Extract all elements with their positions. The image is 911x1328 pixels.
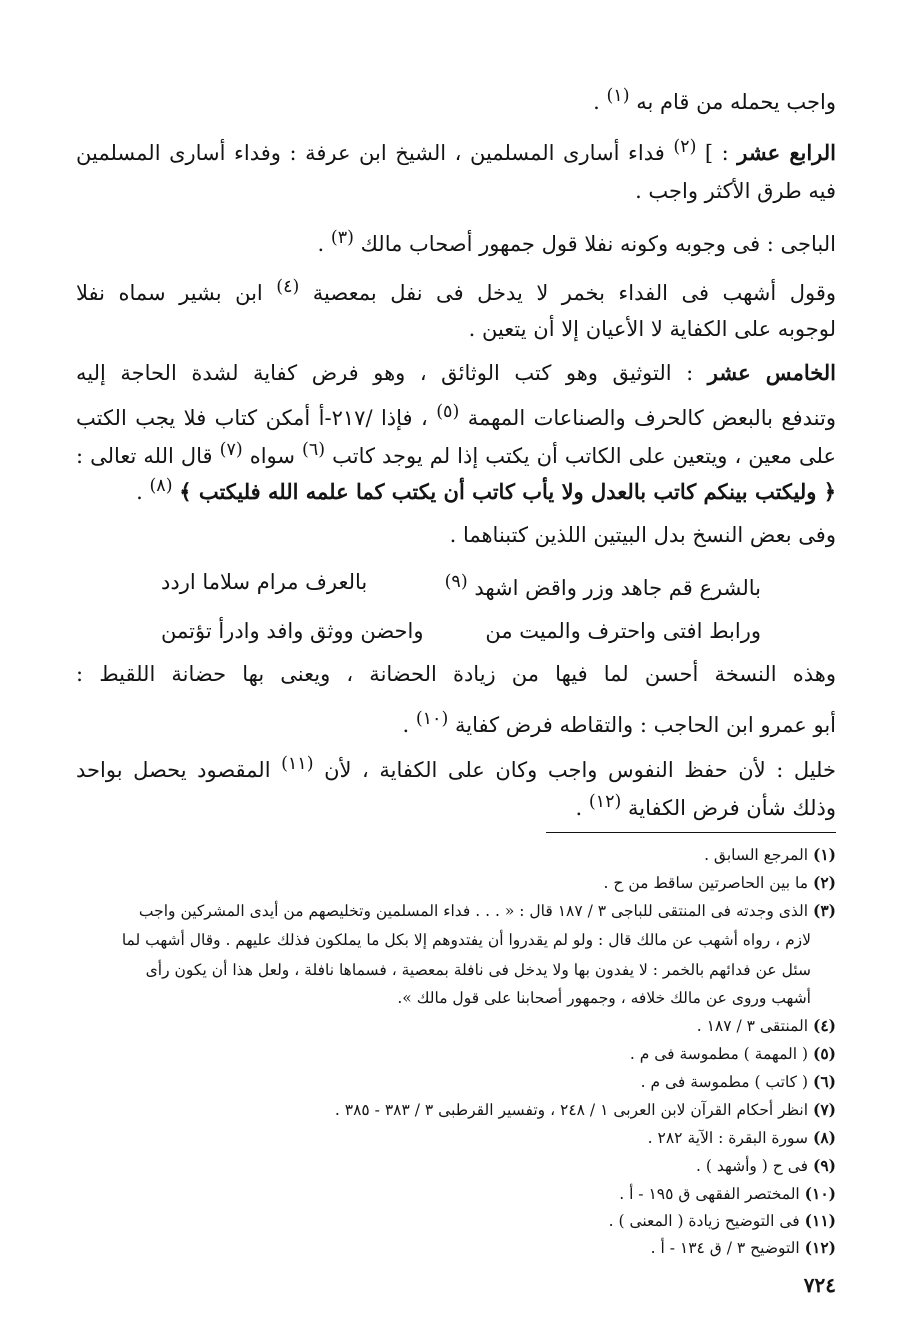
footnote-continuation	[76, 985, 811, 1011]
footnote	[76, 1013, 836, 1039]
page-number: ٧٢٤	[803, 1273, 836, 1297]
body-line: واجب يحمله من قام به $^{(١)}$ .	[593, 86, 836, 114]
footnote-text: انظر أحكام القرآن لابن العربى ١ / ٢٤٨ ، وتفسير القرطبى ٣ / ٣٨٣ - ٣٨٥ .	[334, 1101, 809, 1119]
footnote-text: فى ح ( وأشهد ) .	[695, 1157, 809, 1175]
body-line: وذلك شأن فرض الكفاية $^{(١٢)}$ .	[575, 792, 836, 820]
footnote-text: ما بين الحاصرتين ساقط من ح .	[603, 874, 809, 892]
body-line: وفى بعض النسخ بدل البيتين اللذين كتبناهما .	[449, 523, 836, 547]
footnote-separator	[546, 832, 836, 833]
footnote	[76, 1097, 836, 1123]
footnote	[76, 842, 836, 868]
footnote	[76, 1208, 836, 1234]
footnote	[76, 1181, 836, 1207]
footnote	[76, 1069, 836, 1095]
footnote-text: سورة البقرة : الآية ٢٨٢ .	[647, 1129, 809, 1147]
body-line: فيه طرق الأكثر واجب .	[635, 179, 836, 203]
footnote-number: (٨)	[812, 1128, 836, 1147]
footnote	[76, 870, 836, 896]
verse-second-hemistich: واحضن ووثق وافد وادرأ تؤتمن	[161, 619, 424, 643]
footnote-text: التوضيح ٣ / ق ١٣٤ - أ .	[650, 1239, 800, 1257]
body-line: وتندفع بالبعض كالحرف والصناعات المهمة $^{(٥)}$ ، فإذا /٢١٧-أ أمكن كتاب فلا يجب الكتب	[76, 402, 836, 430]
quran-verse-line: ﴿ وليكتب بينكم كاتب بالعدل ولا يأب كاتب أن يكتب كما علمه الله فليكتب ﴾ $^{(٨)}$ .	[136, 476, 836, 504]
footnote-number: (١١)	[804, 1211, 836, 1230]
body-line: الرابع عشر : ] $^{(٢)}$ فداء أسارى المسلمين ، الشيخ ابن عرفة : وفداء أسارى المسلمين	[76, 137, 836, 165]
footnote-number: (٩)	[812, 1156, 836, 1175]
poem-verse	[161, 615, 761, 647]
body-line: الخامس عشر : التوثيق وهو كتب الوثائق ، وهو فرض كفاية لشدة الحاجة إليه	[76, 360, 836, 385]
footnote	[76, 1235, 836, 1261]
body-line: وهذه النسخة أحسن لما فيها من زيادة الحضانة ، ويعنى بها حضانة اللقيط :	[76, 662, 836, 686]
body-line: وقول أشهب فى الفداء بخمر لا يدخل فى نفل بمعصية $^{(٤)}$ ابن بشير سماه نفلا	[76, 277, 836, 305]
body-line: خليل : لأن حفظ النفوس واجب وكان على الكفاية ، لأن $^{(١١)}$ المقصود يحصل بواحد	[76, 754, 836, 782]
footnote-number: (١)	[812, 845, 836, 864]
footnote-text: المختصر الفقهى ق ١٩٥ - أ .	[619, 1185, 800, 1203]
footnote-text: أشهب وروى عن مالك خلافه ، وجمهور أصحابنا على قول مالك ».	[397, 989, 811, 1007]
footnote-number: (٢)	[812, 873, 836, 892]
footnote-number: (٣)	[812, 901, 836, 920]
footnote-number: (٤)	[812, 1016, 836, 1035]
footnote-text: المنتقى ٣ / ١٨٧ .	[696, 1017, 809, 1035]
footnote-continuation	[76, 927, 811, 953]
footnote-continuation	[76, 957, 811, 983]
body-line: لوجوبه على الكفاية لا الأعيان إلا أن يتعين .	[468, 317, 836, 341]
verse-first-hemistich: بالشرع قم جاهد وزر واقض اشهد $^{(٩)}$	[444, 572, 761, 600]
verse-first-hemistich: ورابط افتى واحترف والميت من	[485, 619, 761, 643]
footnote-text: ( كاتب ) مطموسة فى م .	[640, 1073, 809, 1091]
body-line: الباجى : فى وجوبه وكونه نفلا قول جمهور أصحاب مالك $^{(٣)}$ .	[317, 228, 836, 256]
footnote-text: المرجع السابق .	[704, 846, 809, 864]
footnote-text: فى التوضيح زيادة ( المعنى ) .	[608, 1212, 800, 1230]
footnote-number: (١٢)	[804, 1238, 836, 1257]
footnote-text: سئل عن فدائهم بالخمر : لا يفدون بها ولا يدخل فى نافلة بمعصية ، فسماها نافلة ، ولعل هذا أن يكون رأى	[145, 961, 811, 979]
footnote-text: لازم ، رواه أشهب عن مالك قال : ولو لم يقدروا أن يفتدوهم إلا بكل ما يملكون فذلك عليهم . وقال أشهب لما	[121, 931, 811, 949]
footnote	[76, 1153, 836, 1179]
footnote	[76, 898, 836, 924]
footnote-text: الذى وجدته فى المنتقى للباجى ٣ / ١٨٧ قال : « . . . فداء المسلمين وتخليصهم من أيدى المشركين واجب	[138, 902, 809, 920]
footnote-number: (٧)	[812, 1100, 836, 1119]
footnote	[76, 1041, 836, 1067]
footnote-number: (٦)	[812, 1072, 836, 1091]
verse-second-hemistich: بالعرف مرام سلاما اردد	[161, 570, 368, 594]
body-line: أبو عمرو ابن الحاجب : والتقاطه فرض كفاية $^{(١٠)}$ .	[402, 709, 836, 737]
poem-verse	[161, 566, 761, 604]
footnote-number: (٥)	[812, 1044, 836, 1063]
footnote-number: (١٠)	[804, 1184, 836, 1203]
footnote-text: ( المهمة ) مطموسة فى م .	[629, 1045, 809, 1063]
footnote	[76, 1125, 836, 1151]
body-line: على معين ، ويتعين على الكاتب أن يكتب إذا لم يوجد كاتب $^{(٦)}$ سواه $^{(٧)}$ قال الله تعالى :	[76, 440, 836, 468]
